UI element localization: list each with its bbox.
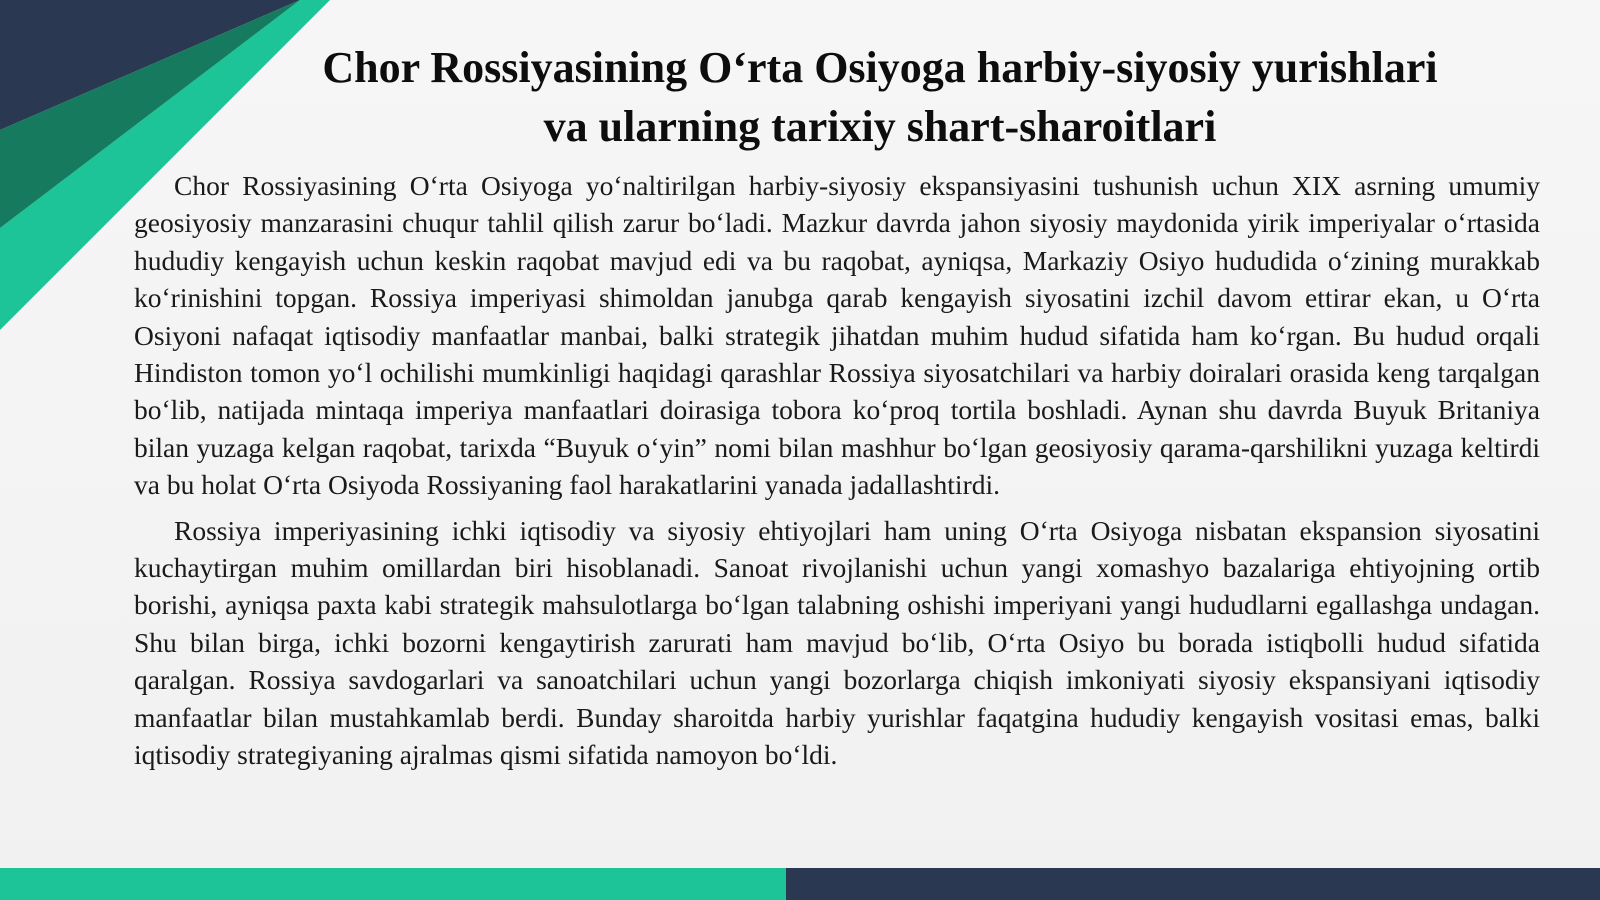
slide-title-line-1: Chor Rossiyasining O‘rta Osiyoga harbiy-siyosiy yurishlari: [322, 43, 1438, 92]
footer-navy-bar: [786, 868, 1600, 900]
slide-title-line-2: va ularning tarixiy shart-sharoitlari: [543, 102, 1217, 151]
footer-green-bar: [0, 868, 786, 900]
slide-title: [210, 38, 1550, 156]
slide-body: [134, 167, 1540, 774]
body-paragraph-2: Rossiya imperiyasining ichki iqtisodiy va siyosiy ehtiyojlari ham uning O‘rta Osiyoga nisbatan ekspansion siyosatini kuchaytirgan muhim omillardan biri hisoblanadi. Sanoat rivojlanishi uchun yangi xomashyo bazalariga ehtiyojning ortib borishi, ayniqsa paxta kabi strategik mahsulotlarga bo‘lgan talabning oshishi imperiyani yangi hududlarni egallashga undagan. Shu bilan birga, ichki bozorni kengaytirish zarurati ham mavjud bo‘lib, O‘rta Osiyo bu borada istiqbolli hudud sifatida qaralgan. Rossiya savdogarlari va sanoatchilari uchun yangi bozorlarga chiqish imkoniyati siyosiy ekspansiyani iqtisodiy manfaatlar bilan mustahkamlab berdi. Bunday sharoitda harbiy yurishlar faqatgina hududiy kengayish vositasi emas, balki iqtisodiy strategiyaning ajralmas qismi sifatida namoyon bo‘ldi.: [134, 514, 1540, 771]
body-paragraph-1: Chor Rossiyasining O‘rta Osiyoga yo‘naltirilgan harbiy-siyosiy ekspansiyasini tushunish uchun XIX asrning umumiy geosiyosiy manzarasini chuqur tahlil qilish zarur bo‘ladi. Mazkur davrda jahon siyosiy maydonida yirik imperiyalar o‘rtasida hududiy kengayish uchun keskin raqobat mavjud edi va bu raqobat, ayniqsa, Markaziy Osiyo hududida o‘zining murakkab ko‘rinishini topgan. Rossiya imperiyasi shimoldan janubga qarab kengayish siyosatini izchil davom ettirar ekan, u O‘rta Osiyoni nafaqat iqtisodiy manfaatlar manbai, balki strategik jihatdan muhim hudud sifatida ham ko‘rgan. Bu hudud orqali Hindiston tomon yo‘l ochilishi mumkinligi haqidagi qarashlar Rossiya siyosatchilari va harbiy doiralari orasida keng tarqalgan bo‘lib, natijada mintaqa imperiya manfaatlari doirasiga tobora ko‘proq tortila boshladi. Aynan shu davrda Buyuk Britaniya bilan yuzaga kelgan raqobat, tarixda “Buyuk o‘yin” nomi bilan mashhur bo‘lgan geosiyosiy qarama-qarshilikni yuzaga keltirdi va bu holat O‘rta Osiyoda Rossiyaning faol harakatlarini yanada jadallashtirdi.: [134, 170, 1540, 501]
